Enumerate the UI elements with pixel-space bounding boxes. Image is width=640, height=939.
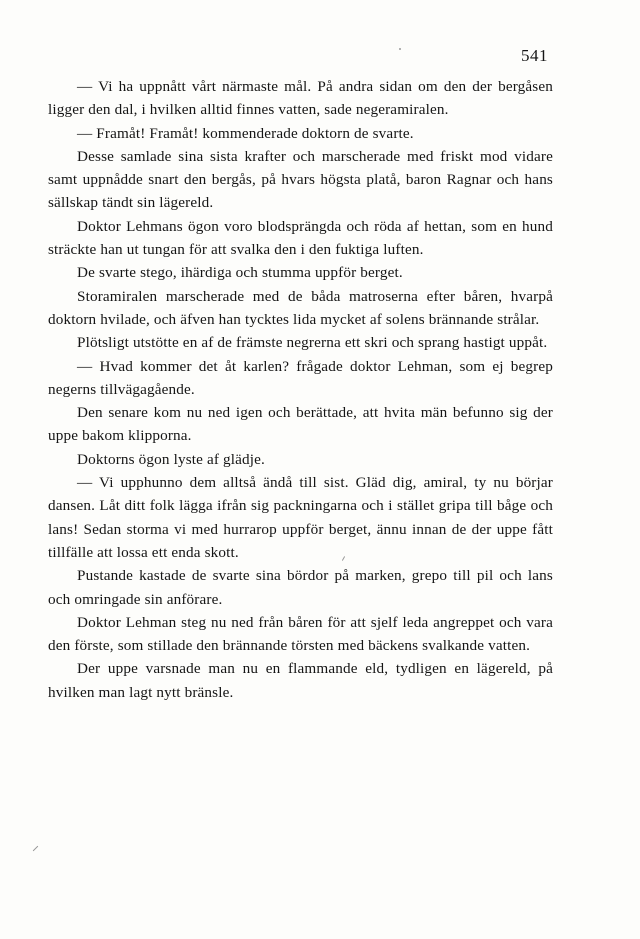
paragraph-10: Doktorns ögon lyste af glädje. — [77, 450, 265, 468]
paragraph-13: Doktor Lehman steg nu ned från båren för att sjelf leda angreppet och vara den förste, som stillade den brännande törsten med bäckens svalkande vatten. — [48, 613, 553, 655]
paragraph-5: De svarte stego, ihärdiga och stumma uppför berget. — [77, 264, 403, 282]
paragraph-6: Storamiralen marscherade med de båda matroserna efter båren, hvarpå doktorn hvilade, och äfven han tycktes lida mycket af solens brännande strålar. — [48, 287, 553, 328]
paragraph-9: Den senare kom nu ned igen och berättade, att hvita män befunno sig der uppe bakom klipporna. — [48, 404, 553, 445]
paragraph-3: Desse samlade sina sista krafter och marscherade med friskt mod vidare samt uppnådde snart den bergås, på hvars högsta platå, baron Ragnar och hans sällskap tändt sin lägereld. — [48, 147, 553, 212]
print-speck — [399, 48, 401, 50]
paragraph-2: — Framåt! Framåt! kommenderade doktorn de svarte. — [77, 124, 414, 142]
paragraph-7: Plötsligt utstötte en af de främste negrerna ett skri och sprang hastigt uppåt. — [77, 334, 548, 352]
paragraph-12: Pustande kastade de svarte sina bördor på marken, grepo till pil och lans och omringade sin anförare. — [48, 567, 553, 608]
paragraph-11: — Vi upphunno dem alltså ändå till sist. Gläd dig, amiral, ty nu börjar dansen. Låt ditt folk lägga ifrån sig packningarna och i stället gripa till båge och lans! Sedan storma vi med hurrarop uppför berget, ännu innan de der uppe fått tillfälle att lossa ett enda skott. — [48, 474, 553, 561]
paragraph-14: Der uppe varsnade man nu en flammande eld, tydligen en lägereld, på hvilken man lagt nytt bränsle. — [48, 660, 553, 701]
print-speck — [33, 846, 39, 852]
paragraph-1: — Vi ha uppnått vårt närmaste mål. På andra sidan om den der bergåsen ligger den dal, i hvilken alltid finnes vatten, sade negeramiralen. — [48, 78, 553, 119]
page-number: 541 — [521, 46, 548, 65]
paragraph-8: — Hvad kommer det åt karlen? frågade doktor Lehman, som ej begrep negerns tillvägagående. — [48, 357, 553, 398]
body-text — [48, 75, 553, 704]
paragraph-4: Doktor Lehmans ögon voro blodsprängda och röda af hettan, som en hund sträckte han ut tungan för att svalka den i den fuktiga luften. — [48, 217, 553, 259]
